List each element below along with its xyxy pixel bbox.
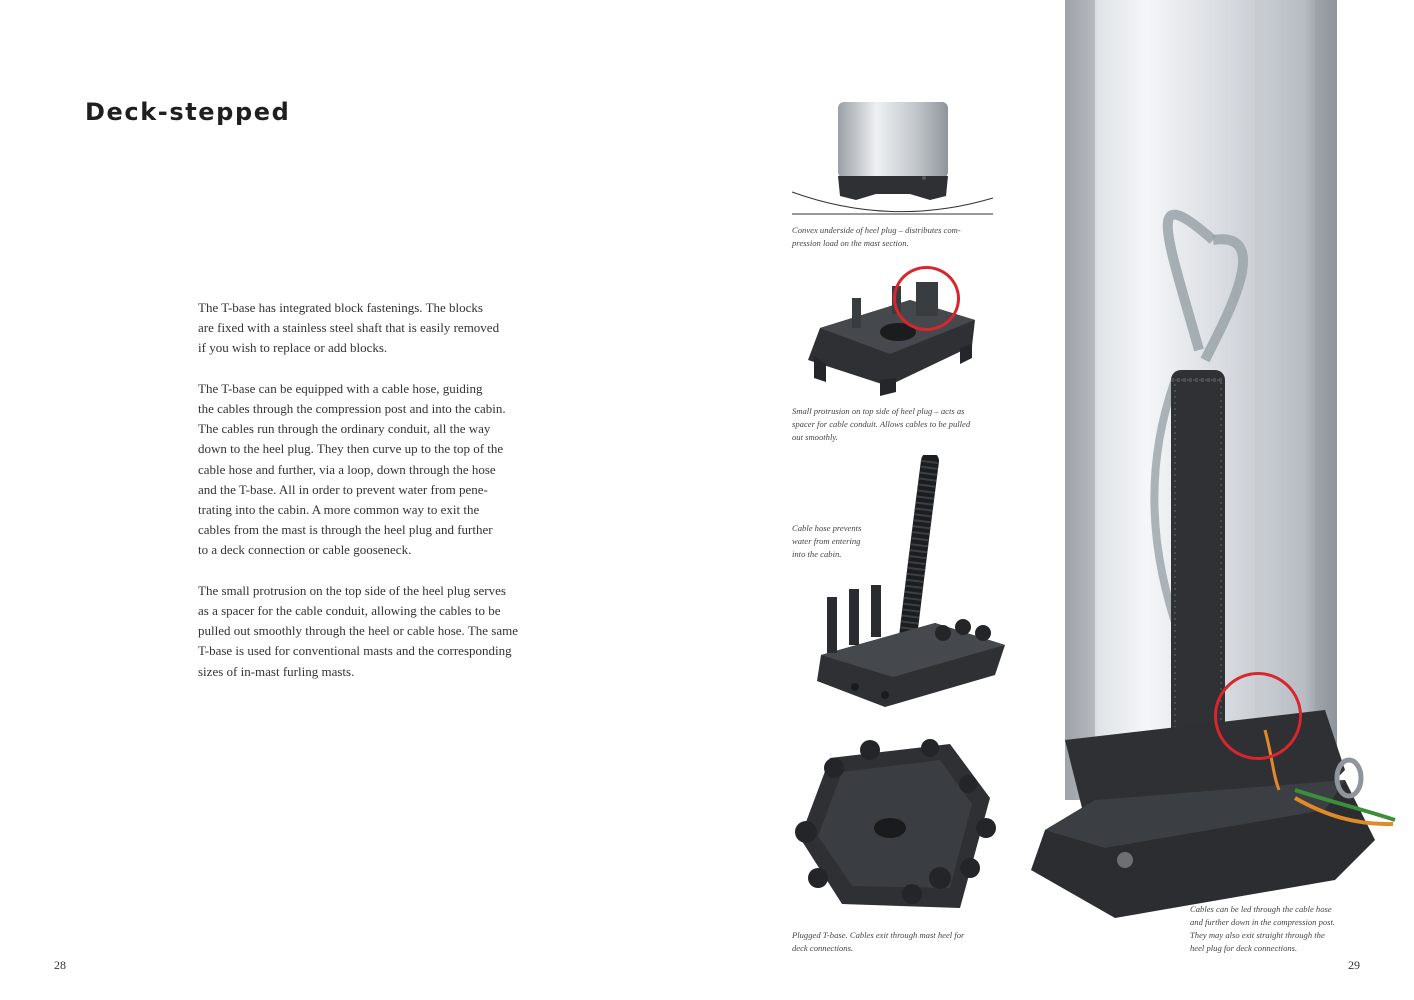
mast-section-cables-image — [1025, 0, 1414, 925]
caption-heel-plug-underside: Convex underside of heel plug – distributes com- pression load on the mast section. — [792, 225, 961, 248]
page-number-left: 28 — [54, 958, 66, 972]
page-title: Deck-stepped — [85, 98, 291, 126]
highlight-circle-protrusion — [893, 266, 960, 331]
paragraph-protrusion: The small protrusion on the top side of the heel plug serves as a spacer for the cable conduit, allowing the cables to be pulled out smoothly through the heel or cable hose. The same T-base is used for conventional masts and the corresponding sizes of in-mast furling masts. — [198, 582, 518, 679]
caption-plugged-tbase: Plugged T-base. Cables exit through mast heel for deck connections. — [792, 930, 965, 953]
caption-mast-cables: Cables can be led through the cable hose and further down in the compression post. They may also exit straight through the heel plug for deck connections. — [1190, 904, 1336, 953]
page-number-right: 29 — [1348, 958, 1360, 972]
heel-plug-underside-image — [790, 100, 995, 218]
highlight-circle-cable-exit — [1214, 672, 1302, 760]
body-text — [198, 298, 528, 702]
caption-cable-hose: Cable hose prevents water from entering into the cabin. — [792, 523, 862, 559]
paragraph-block-fastenings: The T-base has integrated block fastenings. The blocks are fixed with a stainless steel shaft that is easily removed if you wish to replace or add blocks. — [198, 300, 500, 356]
paragraph-cable-hose: The T-base can be equipped with a cable hose, guiding the cables through the compression post and into the cabin. The cables run through the ordinary conduit, all the way down to the heel plug. They then curve up to the top of the cable hose and further, via a loop, down through the hose and the T-base. All in order to prevent water from pene- trating into the cabin. A more common way to exit the cables from the mast is through the heel plug and further to a deck connection or cable gooseneck. — [198, 380, 506, 558]
cable-hose-tbase-image — [815, 455, 1010, 715]
caption-protrusion: Small protrusion on top side of heel plug – acts as spacer for cable conduit. Allows cables to be pulled out smoothly. — [792, 406, 971, 442]
plugged-tbase-image — [790, 728, 1000, 918]
